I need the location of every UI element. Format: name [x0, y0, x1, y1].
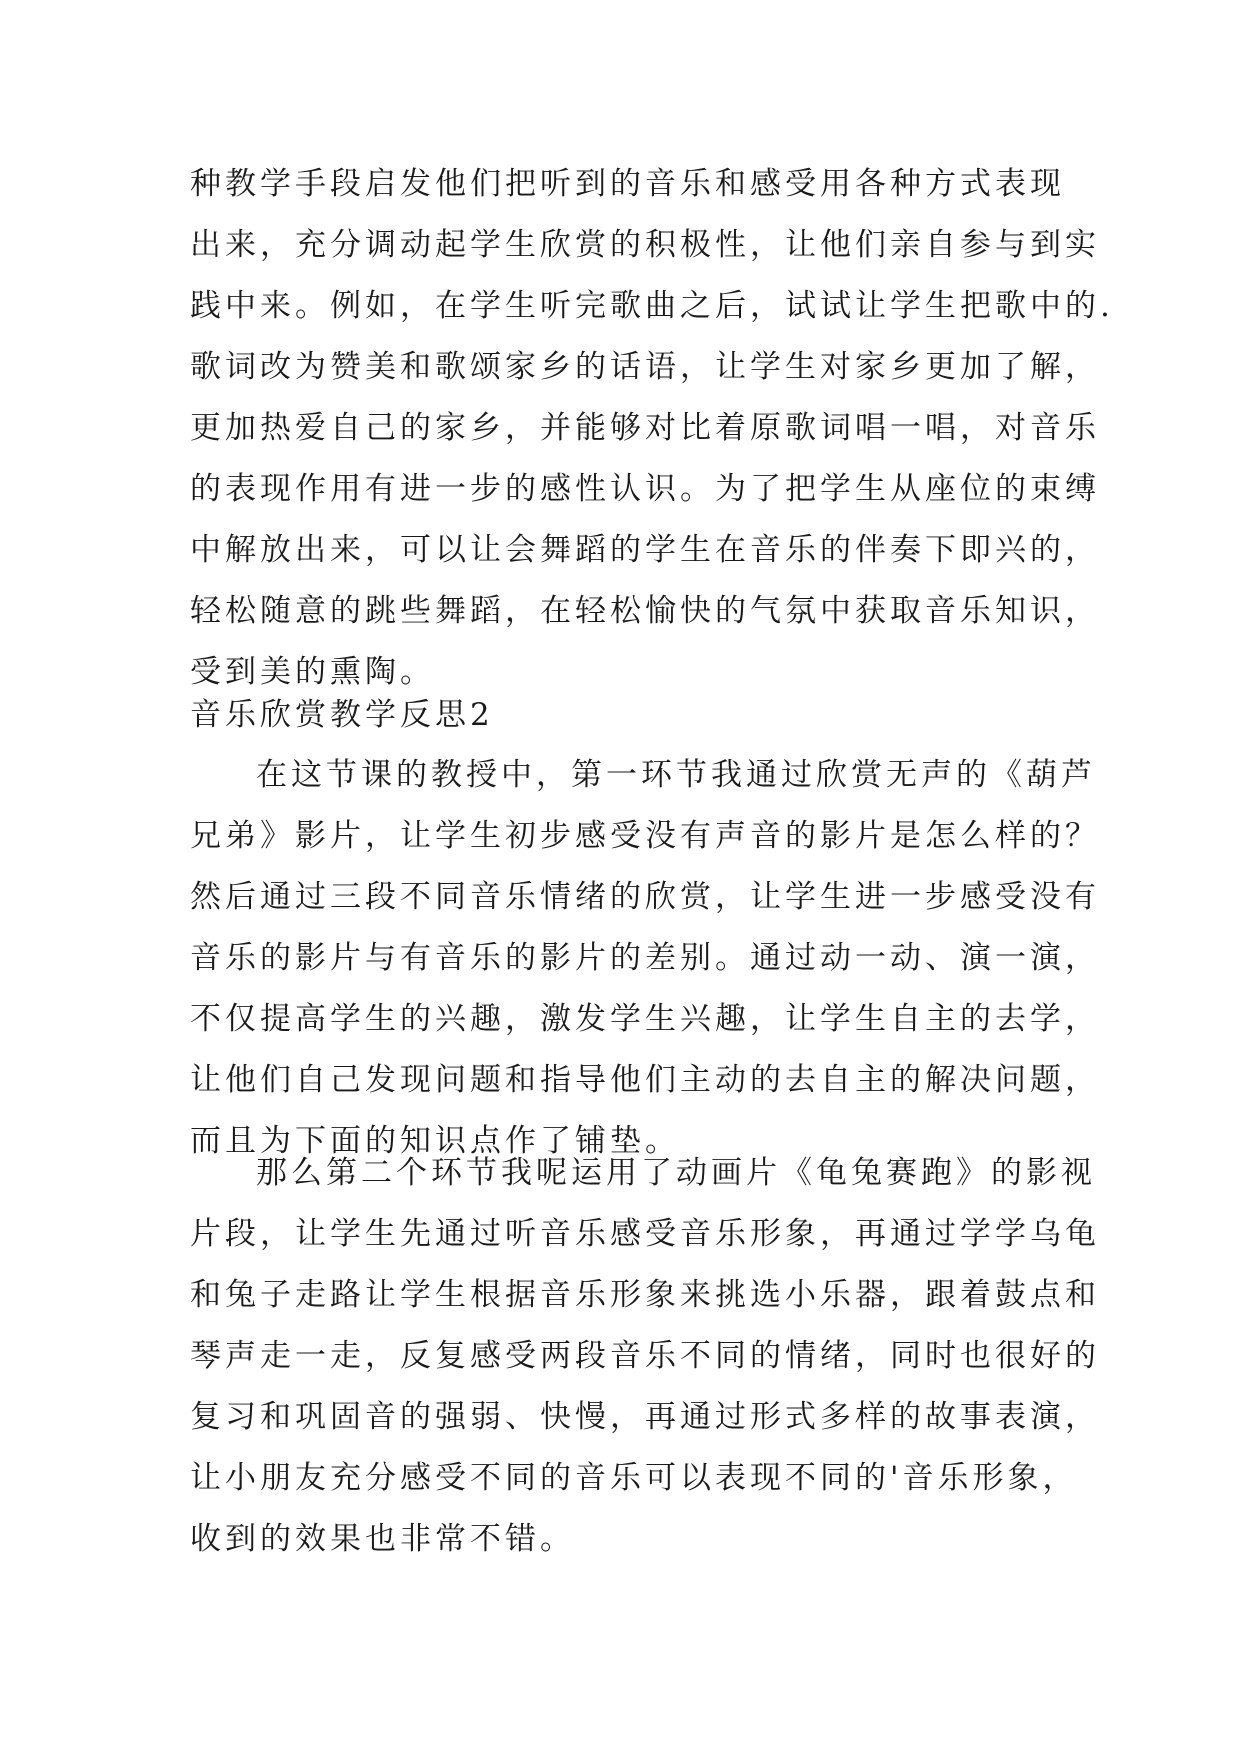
section-heading — [190, 685, 1070, 746]
heading-text: 音乐欣赏教学反思2 — [190, 697, 494, 733]
text-line: 片段，让学生先通过听音乐感受音乐形象，再通过学学乌龟 — [190, 1216, 1100, 1252]
text-line: 琴声走一走，反复感受两段音乐不同的情绪，同时也很好的 — [190, 1338, 1100, 1374]
text-line: 复习和巩固音的强弱、快慢，再通过形式多样的故事表演， — [190, 1399, 1100, 1435]
paragraph-3 — [190, 1143, 1100, 1570]
text-line: 出来，充分调动起学生欣赏的积极性，让他们亲自参与到实 — [190, 227, 1100, 263]
text-line: 不仅提高学生的兴趣，激发学生兴趣，让学生自主的去学， — [190, 1001, 1100, 1037]
text-line: 和兔子走路让学生根据音乐形象来挑选小乐器，跟着鼓点和 — [190, 1277, 1100, 1313]
paragraph-1 — [190, 154, 1114, 703]
text-line: 而且为下面的知识点作了铺垫。 — [190, 1123, 680, 1159]
text-line: 中解放出来，可以让会舞蹈的学生在音乐的伴奏下即兴的， — [190, 532, 1100, 568]
paragraph-2 — [190, 745, 1100, 1172]
text-line: 让他们自己发现问题和指导他们主动的去自主的解决问题， — [190, 1062, 1100, 1098]
text-line: 受到美的熏陶。 — [190, 654, 435, 690]
text-line: 种教学手段启发他们把听到的音乐和感受用各种方式表现 — [190, 166, 1065, 202]
text-line: 然后通过三段不同音乐情绪的欣赏，让学生进一步感受没有 — [190, 879, 1100, 915]
text-line: 的表现作用有进一步的感性认识。为了把学生从座位的束缚 — [190, 471, 1100, 507]
text-line: 更加热爱自己的家乡，并能够对比着原歌词唱一唱，对音乐 — [190, 410, 1100, 446]
text-line: 音乐的影片与有音乐的影片的差别。通过动一动、演一演， — [190, 940, 1100, 976]
text-line: 让小朋友充分感受不同的音乐可以表现不同的'音乐形象， — [190, 1460, 1078, 1496]
text-line: 在这节课的教授中，第一环节我通过欣赏无声的《葫芦 — [256, 757, 1096, 793]
text-line: 践中来。例如，在学生听完歌曲之后，试试让学生把歌中的. — [190, 288, 1114, 324]
text-line: 兄弟》影片，让学生初步感受没有声音的影片是怎么样的？ — [190, 818, 1100, 854]
text-line: 轻松随意的跳些舞蹈，在轻松愉快的气氛中获取音乐知识， — [190, 593, 1100, 629]
text-line: 收到的效果也非常不错。 — [190, 1521, 575, 1557]
text-line: 那么第二个环节我呢运用了动画片《龟兔赛跑》的影视 — [256, 1155, 1096, 1191]
text-line: 歌词改为赞美和歌颂家乡的话语，让学生对家乡更加了解， — [190, 349, 1100, 385]
